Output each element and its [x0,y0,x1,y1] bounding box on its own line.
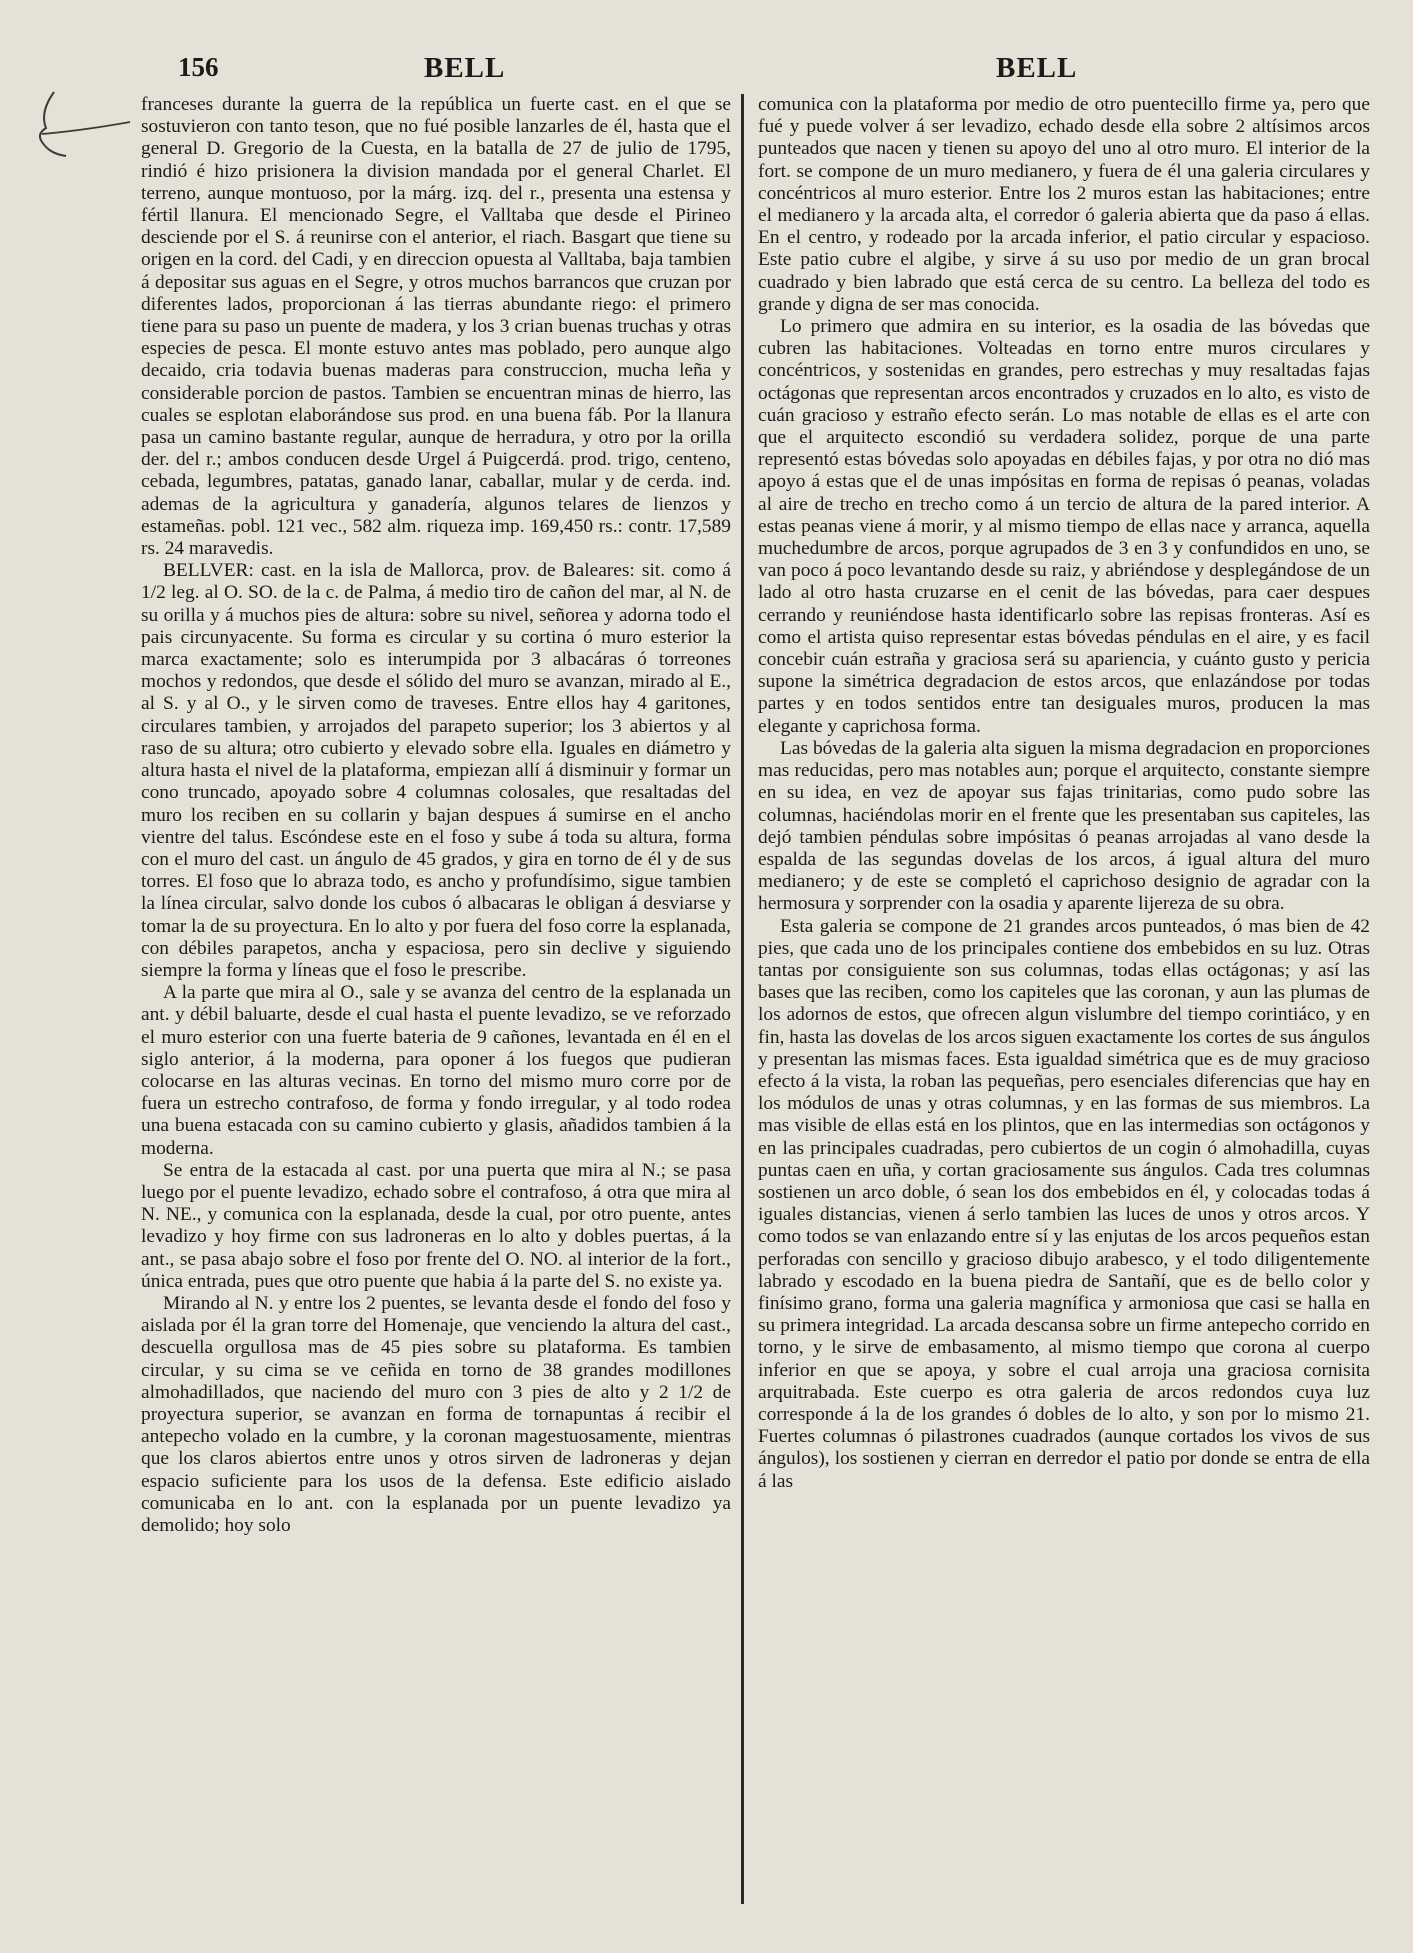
paragraph: franceses durante la guerra de la república un fuerte cast. en el que se sostuvieron con tanto teson, que no fué posible lanzarles de él, hasta que el general D. Gregorio de la Cuesta, en la batalla de 27 de julio de 1795, rindió é hizo prisionera la division mandada por el general Charlet. El terreno, aunque montuoso, por la márg. izq. del r., presenta una estensa y fértil llanura. El mencionado Segre, el Valltaba que desde el Pirineo desciende por el S. á reunirse con el anterior, el riach. Basgart que tiene su origen en la cord. del Cadi, y en direccion opuesta al Valltaba, baja tambien á depositar sus aguas en el Segre, y otros muchos barrancos que cruzan por diferentes lados, proporcionan á las tierras abundante riego: el primero tiene para su paso un puente de madera, y los 3 crian buenas truchas y otras especies de pesca. El monte estuvo antes mas poblado, pero aunque algo decaido, cria todavia buenas maderas para construccion, mucha leña y considerable porcion de pastos. Tambien se encuentran minas de hierro, las cuales se esplotan elaborándose sus prod. en una buena fáb. Por la llanura pasa un camino bastante regular, aunque de herradura, y otro por la orilla der. del r.; ambos conducen desde Urgel á Puigcerdá. prod. trigo, centeno, cebada, legumbres, patatas, ganado lanar, caballar, mular y de cerda. ind. ademas de la agricultura y ganadería, algunos telares de lienzos y estameñas. pobl. 121 vec., 582 alm. riqueza imp. 169,450 rs.: contr. 17,589 rs. 24 maravedis. [141,94,731,560]
paragraph-bellver-entry: BELLVER: cast. en la isla de Mallorca, prov. de Baleares: sit. como á 1/2 leg. al O. SO. de la c. de Palma, á medio tiro de cañon del mar, al N. de su orilla y á muchos pies de altura: sobre su nivel, señorea y adorna todo el pais circunyacente. Su forma es circular y su cortina ó muro esterior la marca exactamente; solo es interumpida por 3 albacáras ó torreones mochos y redondos, que desde el sólido del muro se avanzan, mirado al E., al S. y al O., y le sirven como de traveses. Entre ellos hay 4 garitones, circulares tambien, y arrojados del parapeto superior; los 3 abiertos y al raso de su altura; otro cubierto y elevado sobre ella. Iguales en diámetro y altura hasta el nivel de la plataforma, empiezan allí á disminuir y formar un cono truncado, apoyado sobre 4 columnas colosales, que resaltadas del muro los reciben en su collarin y bajan despues á sumirse en el ancho vientre del talus. Escóndese este en el foso y sube á toda su altura, forma con el muro del cast. un ángulo de 45 grados, y gira en torno de él y de sus torres. El foso que lo abraza todo, es ancho y profundísimo, sigue tambien la línea circular, salvo donde los cubos ó albacaras le obligan á desviarse y tomar la de su proyectura. En lo alto y por fuera del foso corre la esplanada, con débiles parapetos, ancha y espaciosa, pero sin declive y siguiendo siempre la forma y líneas que el foso le prescribe. [141,560,731,981]
running-head-left: BELL [424,52,506,84]
paragraph: Esta galeria se compone de 21 grandes arcos punteados, ó mas bien de 42 pies, que cada uno de los principales contiene dos embebidos en su luz. Otras tantas por consiguiente son sus columnas, todas ellas octágonas; y así las bases que las reciben, como los capiteles que las coronan, y aun las plumas de los adornos de estos, que ofrecen algun vislumbre del tiempo corintiáco, y en fin, hasta las dovelas de los arcos siguen exactamente los cortes de sus ángulos y presentan las mismas faces. Esta igualdad simétrica que es de muy gracioso efecto á la vista, la roban las pequeñas, pero esenciales diferencias que hay en los módulos de unas y otras columnas, y en las formas de sus miembros. La mas visible de ellas está en los plintos, que en las intermedias son octágonos y en las principales cuadradas, pero cubiertos de un cogin ó almohadilla, cuyas puntas caen en uña, y cortan graciosamente sus ángulos. Cada tres columnas sostienen un arco doble, ó sean los dos embebidos en él, y colocadas todas á iguales distancias, vienen á serlo tambien las luces de unos y otros arcos. Y como todos se van enlazando entre sí y las enjutas de los arcos pequeños estan perforadas con sencillo y gracioso dibujo arabesco, y el todo diligentemente labrado y escodado en la buena piedra de Santañí, que es de bello color y finísimo grano, forma una galeria magnífica y armoniosa que casi se halla en su primera integridad. La arcada descansa sobre un firme antepecho corrido en torno, y le sirve de embasamento, al mismo tiempo que corona al cuerpo inferior en que se apoya, y sobre el cual arroja una graciosa cornisita arquitrabada. Este cuerpo es otra galeria de arcos redondos cuya luz corresponde á la de los grandes ó dobles de lo alto, y son por lo mismo 21. Fuertes columnas ó pilastrones cuadrados (aunque cortados los vivos de sus ángulos), los sostienen y cierran en derredor el patio por donde se entra de ella á las [758,915,1370,1492]
paragraph: Se entra de la estacada al cast. por una puerta que mira al N.; se pasa luego por el puente levadizo, echado sobre el contrafoso, á otra que mira al N. NE., y comunica con la esplanada, desde la cual, por otro puente, antes levadizo y hoy firme con sus ladroneras en lo alto y dobles puertas, á la ant., se pasa abajo sobre el foso por frente del O. NO. al interior de la fort., única entrada, pues que otro puente que habia á la parte del S. no existe ya. [141,1159,731,1292]
right-column [758,94,1370,1909]
left-column [141,94,731,1909]
page-number: 156 [178,52,219,82]
handwritten-bracket-mark [36,88,132,158]
paragraph: A la parte que mira al O., sale y se avanza del centro de la esplanada un ant. y débil baluarte, desde el cual hasta el puente levadizo, se ve reforzado el muro esterior con una fuerte bateria de 9 cañones, levantada en él en el siglo anterior, á la moderna, para oponer á los fuegos que pudieran colocarse en las alturas vecinas. En torno del mismo muro corre por de fuera un estrecho contrafoso, de forma y fondo irregular, y al todo rodea una buena estacada con su camino cubierto y glasis, añadidos tambien á la moderna. [141,982,731,1159]
paragraph: Mirando al N. y entre los 2 puentes, se levanta desde el fondo del foso y aislada por él la gran torre del Homenaje, que venciendo la altura del cast., descuella orgullosa mas de 45 pies sobre su plataforma. Es tambien circular, y su cima se ve ceñida en torno de 38 grandes modillones almohadillados, que naciendo del muro con 3 pies de alto y 2 1/2 de proyectura superior, se avanzan en forma de tornapuntas á recibir el antepecho volado en la cumbre, y la coronan magestuosamente, mientras que los claros abiertos entre unos y otros sirven de ladroneras y dejan espacio suficiente para los usos de la defensa. Este edificio aislado comunicaba en lo ant. con la esplanada por un puente levadizo ya demolido; hoy solo [141,1292,731,1536]
running-head-right: BELL [996,52,1078,84]
page-header [0,52,1413,96]
paragraph: comunica con la plataforma por medio de otro puentecillo firme ya, pero que fué y puede volver á ser levadizo, echado desde ella sobre 2 altísimos arcos punteados que nacen y tienen su apoyo del uno al otro muro. El interior de la fort. se compone de un muro medianero, y fuera de él una galeria circulares y concéntricos al muro esterior. Entre los 2 muros estan las habitaciones; entre el medianero y la arcada alta, el corredor ó galeria abierta que da paso á ellas. En el centro, y rodeado por la arcada inferior, el patio circular y espacioso. Este patio cubre el algibe, y sirve á su uso por medio de un gran brocal cuadrado y bien labrado que está cerca de su centro. La belleza del todo es grande y digna de ser mas conocida. [758,94,1370,315]
paragraph: Las bóvedas de la galeria alta siguen la misma degradacion en proporciones mas reducidas, pero mas notables aun; porque el arquitecto, constante siempre en su idea, en vez de apoyar sus fajas trinitarias, como pudo sobre las columnas, haciéndolas morir en el frente que les presentaban sus capiteles, las dejó tambien péndulas sobre impósitas ó peanas arrojadas al vano desde la espalda de las segundas dovelas de los arcos, á igual altura del muro medianero; y de este se completó el caprichoso designio de agradar con la hermosura y sorprender con la osadia y aparente lijereza de su obra. [758,737,1370,915]
column-divider [741,94,744,1904]
paragraph: Lo primero que admira en su interior, es la osadia de las bóvedas que cubren las habitaciones. Volteadas en torno entre muros circulares y concéntricos, y sostenidas en grandes, pero estrechas y muy resaltadas fajas octágonas que representan arcos encontrados y cruzados en lo alto, es visto de cuán gracioso y estraño efecto serán. Lo mas notable de ellas es el arte con que el arquitecto escondió su verdadera solidez, porque de una parte representó estas bóvedas solo apoyadas en débiles fajas, y por otra no dió mas apoyo á estas que el de unas impósitas en forma de repisas ó peanas, voladas al aire de trecho en trecho como á un tercio de altura de la pared interior. A estas peanas viene á morir, y al mismo tiempo de ellas nace y arranca, aquella muchedumbre de arcos, porque agrupados de 3 en 3 y confundidos en uno, se van poco á poco levantando desde su raiz, y abriéndose y desplegándose de un lado al otro hasta cruzarse en el cenit de las bóvedas, para caer despues cerrando y reuniéndose hasta identificarlo sobre las repisas fronteras. Así es como el artista quiso representar estas bóvedas péndulas en el aire, y es facil concebir cuán estraña y graciosa será su apariencia, y cuánto gusto y pericia supone la simétrica degradacion de estos arcos, que enlazándose por todas partes y en todos sentidos entre tan desiguales muros, producen la mas elegante y caprichosa forma. [758,316,1370,737]
